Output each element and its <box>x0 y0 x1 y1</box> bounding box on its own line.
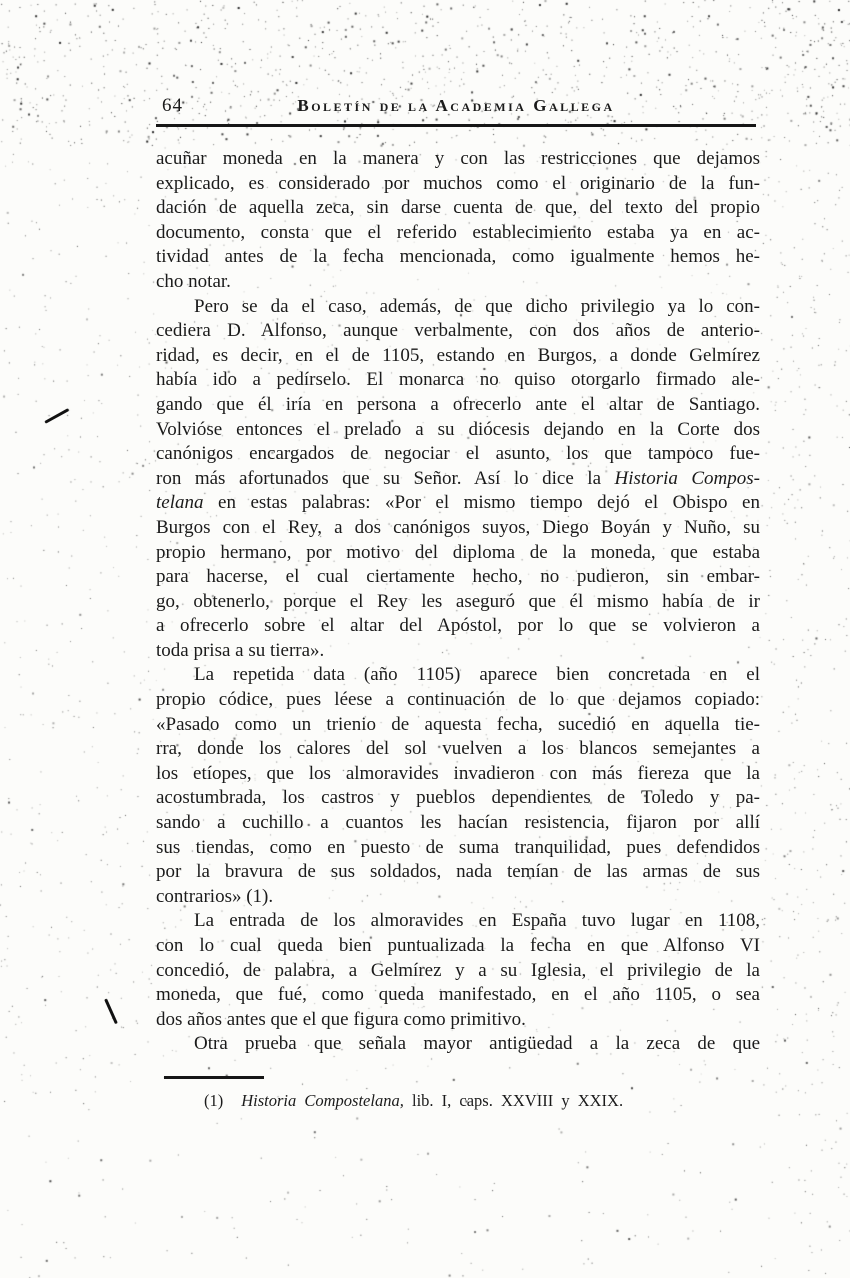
body-line: contrarios» (1). <box>156 885 274 907</box>
body-line: Burgos con el Rey, a dos canónigos suyos, Diego Boyán y Nuño, su <box>156 516 760 538</box>
body-line: concedió, de palabra, a Gelmírez y a su Iglesia, el privilegio de la <box>156 959 760 981</box>
body-line: Volvióse entonces el prelado a su diócesis dejando en la Corte dos <box>156 418 760 440</box>
body-line: para hacerse, el cual ciertamente hecho, no pudieron, sin embar- <box>156 566 760 588</box>
body-line: sando a cuchillo a cuantos les hacían resistencia, fijaron por allí <box>156 812 760 834</box>
body-line: con lo cual queda bien puntualizada la fecha en que Alfonso VI <box>156 935 760 956</box>
body-line: por la bravura de sus soldados, nada temían de las armas de sus <box>156 861 760 883</box>
footnote <box>156 1090 760 1112</box>
body-line: Pero se da el caso, además, de que dicho privilegio ya lo con- <box>194 295 760 317</box>
body-line: los etíopes, que los almoravides invadieron con más fiereza que la <box>156 762 760 784</box>
body-line: había ido a pedírselo. El monarca no quiso otorgarlo firmado ale- <box>156 369 760 391</box>
body-line: ron más afortunados que su Señor. Así lo dice la Historia Compos- <box>156 467 760 489</box>
body-line: tividad antes de la fecha mencionada, como igualmente hemos he- <box>156 246 760 268</box>
footnote-label: (1) <box>204 1091 224 1110</box>
body-line: cho notar. <box>156 270 231 292</box>
body-line: gando que él iría en persona a ofrecerlo ante el altar de Santiago. <box>156 393 760 415</box>
body-line: «Pasado como un trienio de aquesta fecha, sucedió en aquella tie- <box>156 713 760 735</box>
body-line: Otra prueba que señala mayor antigüedad a la zeca de que <box>194 1033 760 1055</box>
body-line: moneda, que fué, como queda manifestado, en el año 1105, o sea <box>156 984 760 1006</box>
body-line: ridad, es decir, en el de 1105, estando en Burgos, a donde Gelmírez <box>156 344 760 366</box>
footnote-rule <box>164 1076 264 1079</box>
body-line: go, obtenerlo, porque el Rey les aseguró que él mismo había de ir <box>156 590 760 612</box>
body-line: telana en estas palabras: «Por el mismo tiempo dejó el Obispo en <box>156 492 760 514</box>
body-line: acuñar moneda en la manera y con las restricciones que dejamos <box>156 148 760 169</box>
body-line: dos años antes que el que figura como primitivo. <box>156 1008 526 1030</box>
body-line: documento, consta que el referido establecimiento estaba ya en ac- <box>156 221 760 243</box>
body-line: propio hermano, por motivo del diploma de la moneda, que estaba <box>156 541 760 563</box>
body-line: La repetida data (año 1105) aparece bien concretada en el <box>194 664 760 686</box>
body-line: La entrada de los almoravides en España tuvo lugar en 1108, <box>194 910 760 932</box>
body-line: a ofrecerlo sobre el altar del Apóstol, por lo que se volvieron a <box>156 615 760 637</box>
body-line: cediera D. Alfonso, aunque verbalmente, con dos años de anterio- <box>156 320 760 342</box>
body-line: acostumbrada, los castros y pueblos dependientes de Toledo y pa- <box>156 787 760 809</box>
page-body <box>156 147 760 1057</box>
body-line: canónigos encargados de negociar el asunto, los que tampoco fue- <box>156 443 760 465</box>
journal-title: Boletín de la Academia Gallega <box>297 96 615 115</box>
body-line: propio códice, pues léese a continuación de lo que dejamos copiado: <box>156 689 760 711</box>
header-rule <box>156 124 756 127</box>
body-line: toda prisa a su tierra». <box>156 639 325 661</box>
footnote-text: Historia Compostelana, lib. I, caps. XXVIII y XXIX. <box>241 1091 624 1110</box>
body-line: sus tiendas, como en puesto de suma tranquilidad, pues defendidos <box>156 836 760 858</box>
body-line: explicado, es considerado por muchos como el originario de la fun- <box>156 172 760 194</box>
body-line: rra, donde los calores del sol vuelven a los blancos semejantes a <box>156 738 760 760</box>
page-number: 64 <box>162 95 183 116</box>
body-line: dación de aquella zeca, sin darse cuenta de que, del texto del propio <box>156 197 760 219</box>
